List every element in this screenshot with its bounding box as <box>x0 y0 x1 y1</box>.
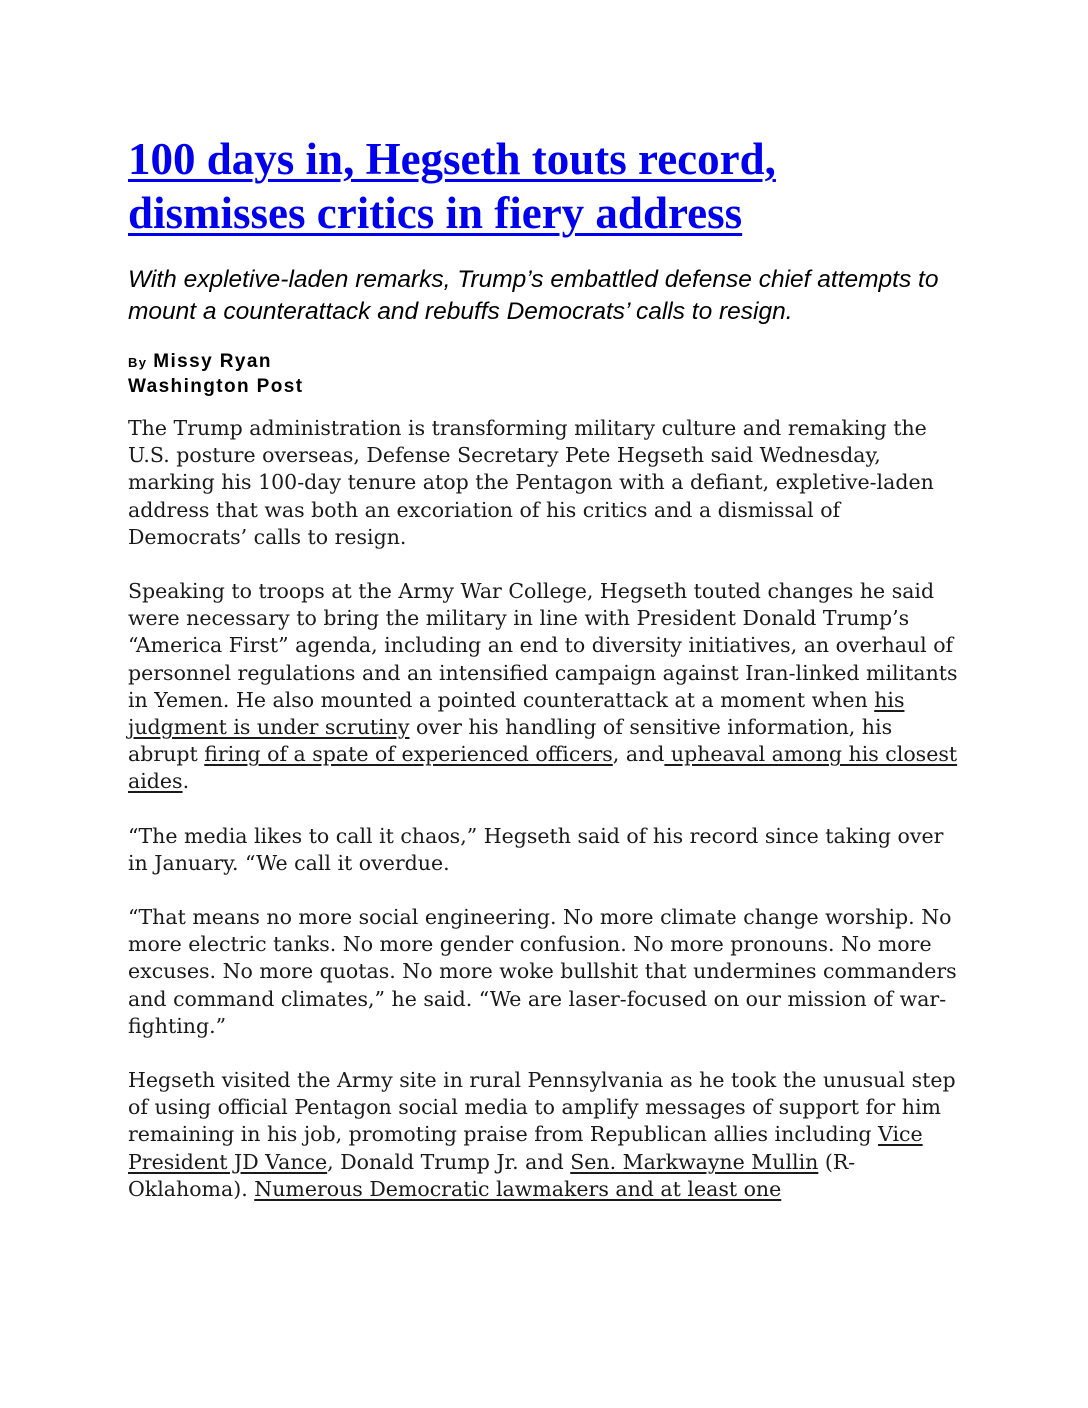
paragraph-2-text-3: , and <box>612 742 665 767</box>
paragraph-2 <box>128 578 958 796</box>
headline-line-1: 100 days in, Hegseth touts record, <box>128 134 776 184</box>
link-upheaval-among-aides[interactable]: upheaval among his closest aides <box>128 742 958 794</box>
paragraph-5-text-1: Hegseth visited the Army site in rural Pennsylvania as he took the unusual step of using official Pentagon social media to amplify messages of support for him remaining in his job, promoting praise from Republican allies including <box>128 1068 956 1147</box>
paragraph-4: “That means no more social engineering. No more climate change worship. No more electric tanks. No more gender confusion. No more pronouns. No more excuses. No more quotas. No more woke bullshit that undermines commanders and command climates,” he said. “We are laser-focused on our mission of war-fighting.” <box>128 905 957 1038</box>
paragraph-2-text-4: . <box>182 769 190 794</box>
paragraph-5 <box>128 1067 958 1203</box>
link-vice-president-jd-vance[interactable]: Vice President JD Vance <box>128 1122 923 1174</box>
paragraph-1: The Trump administration is transforming military culture and remaking the U.S. posture overseas, Defense Secretary Pete Hegseth said Wednesday, marking his 100-day tenure atop the Pentagon with a defiant, expletive-laden address that was both an excoriation of his critics and a dismissal of Democrats’ calls to resign. <box>128 416 934 549</box>
headline-line-2: dismisses critics in fiery address <box>128 188 743 238</box>
byline-prefix: By <box>128 355 148 370</box>
article-page <box>128 132 958 1230</box>
link-democratic-lawmakers[interactable]: Numerous Democratic lawmakers and at least one <box>254 1176 782 1201</box>
paragraph-5-text-2: , Donald Trump Jr. and <box>327 1149 571 1174</box>
article-body <box>128 415 958 1203</box>
link-sen-markwayne-mullin[interactable]: Sen. Markwayne Mullin <box>570 1149 819 1174</box>
byline-outlet: Washington Post <box>128 376 304 397</box>
paragraph-5-text-3: (R-Oklahoma). <box>128 1149 856 1201</box>
byline-author: Missy Ryan <box>153 351 272 372</box>
link-judgment-under-scrutiny[interactable]: his judgment is under scrutiny <box>128 687 905 740</box>
byline <box>128 350 958 399</box>
paragraph-2-text-2: over his handling of sensitive information, his abrupt <box>128 715 893 767</box>
paragraph-2-text-1: Speaking to troops at the Army War College, Hegseth touted changes he said were necessary to bring the military in line with President Donald Trump’s “America First” agenda, including an end to diversity initiatives, an overhaul of personnel regulations and an intensified campaign against Iran-linked militants in Yemen. He also mounted a pointed counterattack at a moment when <box>128 579 958 712</box>
link-firing-of-officers[interactable]: firing of a spate of experienced officers <box>204 742 613 767</box>
headline <box>128 132 958 240</box>
subheadline: With expletive-laden remarks, Trump’s embattled defense chief attempts to mount a counterattack and rebuffs Democrats’ calls to resign. <box>128 266 939 325</box>
paragraph-3: “The media likes to call it chaos,” Hegseth said of his record since taking over in January. “We call it overdue. <box>128 823 944 875</box>
headline-link[interactable] <box>128 134 776 238</box>
